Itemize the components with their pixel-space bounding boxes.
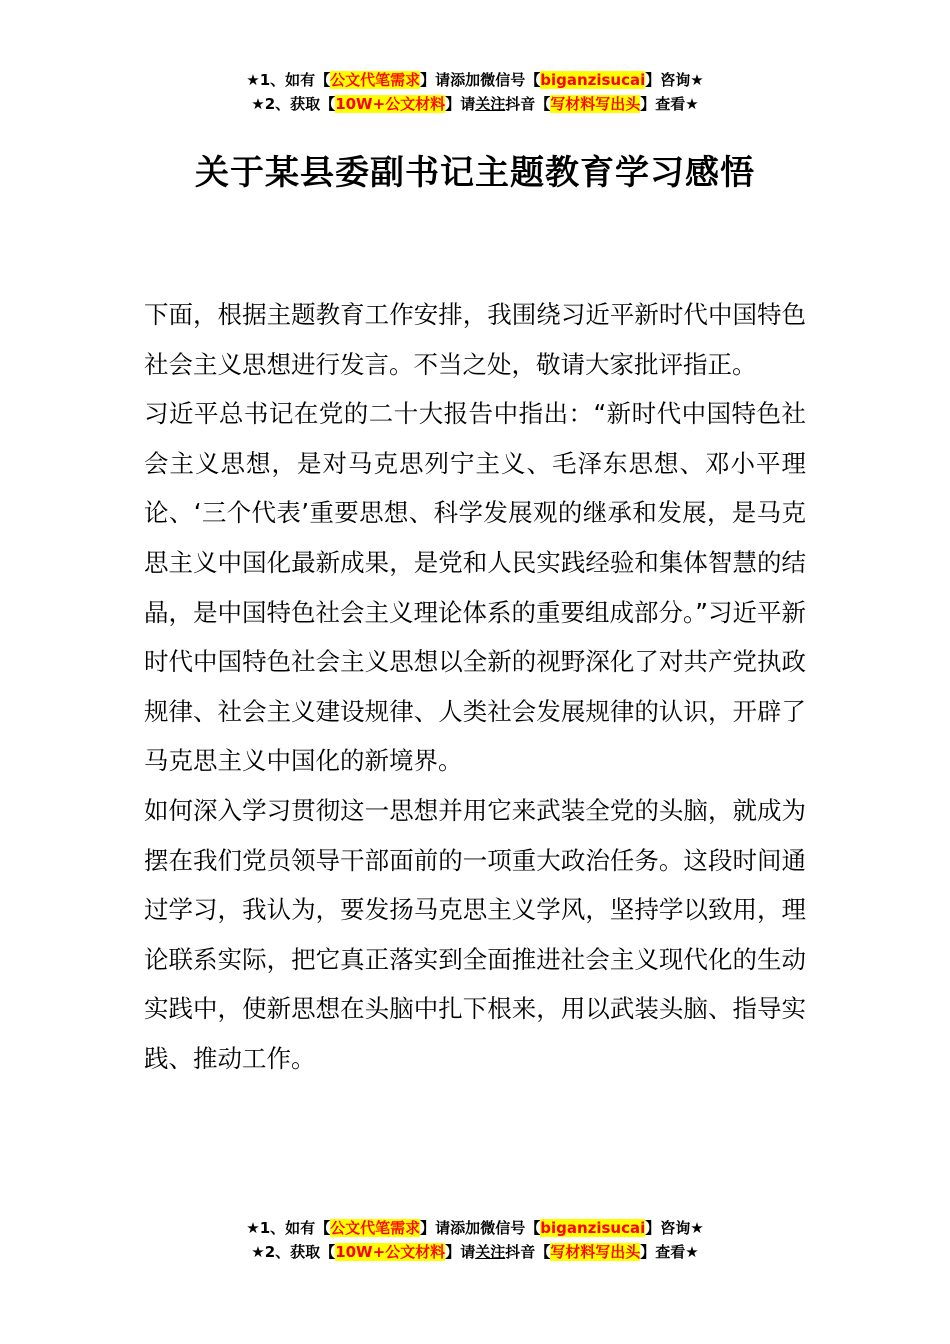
footer-line-1 — [0, 1216, 950, 1240]
footer-materials-highlight: 10W+公文材料 — [335, 1243, 446, 1261]
document-title: 关于某县委副书记主题教育学习感悟 — [195, 153, 755, 193]
footer-douyin-account-highlight: 写材料写出头 — [550, 1243, 641, 1261]
footer-banner — [0, 1216, 950, 1264]
douyin-account-highlight: 写材料写出头 — [550, 95, 641, 113]
banner-line-2-suffix: 】查看★ — [640, 95, 699, 113]
banner-line-1-prefix: ★1、如有【 — [246, 71, 331, 89]
banner-line-1-mid: 】请添加 — [420, 71, 481, 89]
footer-line-2-mid2: 抖音【 — [505, 1243, 551, 1261]
banner-line-2 — [0, 92, 950, 116]
banner-line-1-suffix: 】咨询★ — [645, 71, 704, 89]
service-highlight: 公文代笔需求 — [330, 71, 421, 89]
footer-service-highlight: 公文代笔需求 — [330, 1219, 421, 1237]
follow-word: 关注 — [475, 95, 506, 113]
footer-line-1-suffix: 】咨询★ — [645, 1219, 704, 1237]
materials-highlight: 10W+公文材料 — [335, 95, 446, 113]
header-banner — [0, 68, 950, 116]
banner-line-2-mid: 】请 — [445, 95, 476, 113]
banner-line-1-mid2: 微信号【 — [480, 71, 541, 89]
footer-line-1-mid2: 微信号【 — [480, 1219, 541, 1237]
footer-line-1-prefix: ★1、如有【 — [246, 1219, 331, 1237]
wechat-id-highlight: biganzisucai — [540, 71, 646, 89]
footer-line-2-prefix: ★2、获取【 — [251, 1243, 336, 1261]
document-body — [144, 290, 806, 1084]
body-paragraph-3: 如何深入学习贯彻这一思想并用它来武装全党的头脑，就成为摆在我们党员领导干部面前的一项重大政治任务。这段时间通过学习，我认为，要发扬马克思主义学风，坚持学以致用，理论联系实际，把它真正落实到全面推进社会主义现代化的生动实践中，使新思想在头脑中扎下根来，用以武装头脑、指导实践、推动工作。 — [144, 795, 806, 1073]
body-paragraph-2: 习近平总书记在党的二十大报告中指出：“新时代中国特色社会主义思想，是对马克思列宁主义、毛泽东思想、邓小平理论、‘三个代表’重要思想、科学发展观的继承和发展，是马克思主义中国化最新成果，是党和人民实践经验和集体智慧的结晶，是中国特色社会主义理论体系的重要组成部分。”习近平新时代中国特色社会主义思想以全新的视野深化了对共产党执政规律、社会主义建设规律、人类社会发展规律的认识，开辟了马克思主义中国化的新境界。 — [144, 399, 806, 776]
footer-line-2 — [0, 1240, 950, 1264]
footer-follow-word: 关注 — [475, 1243, 506, 1261]
body-paragraph-1: 下面，根据主题教育工作安排，我围绕习近平新时代中国特色社会主义思想进行发言。不当之处，敬请大家批评指正。 — [144, 300, 806, 379]
banner-line-2-prefix: ★2、获取【 — [251, 95, 336, 113]
footer-line-1-mid: 】请添加 — [420, 1219, 481, 1237]
footer-line-2-mid: 】请 — [445, 1243, 476, 1261]
banner-line-1 — [0, 68, 950, 92]
footer-wechat-id-highlight: biganzisucai — [540, 1219, 646, 1237]
banner-line-2-mid2: 抖音【 — [505, 95, 551, 113]
footer-line-2-suffix: 】查看★ — [640, 1243, 699, 1261]
